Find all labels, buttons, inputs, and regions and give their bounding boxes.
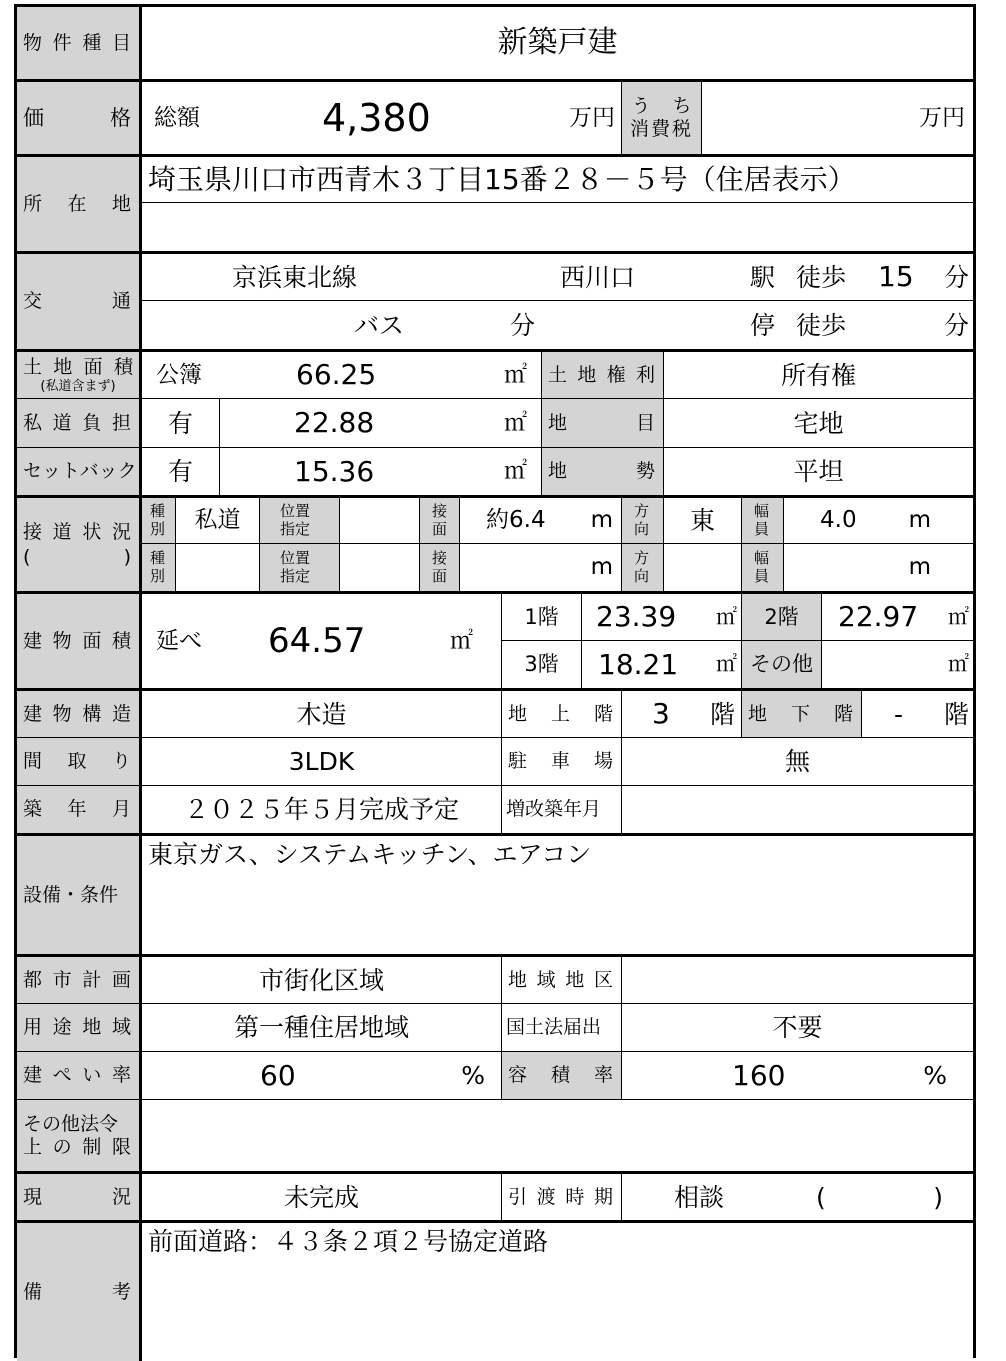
label-char: 状 [82, 520, 102, 543]
label-city-plan [17, 954, 139, 1003]
floor3-label: 3階 [501, 640, 581, 688]
label-above-ground [501, 688, 621, 737]
label-char: 通 [111, 290, 131, 312]
label-char: の [52, 1135, 72, 1158]
label-char: 物 [52, 629, 72, 652]
label-road-contact [419, 495, 459, 543]
floor-area-ratio-unit: % [923, 1061, 947, 1090]
other-law-value [139, 1099, 973, 1171]
label-char: 在 [67, 192, 87, 215]
label-road-width [741, 543, 783, 591]
city-plan-value: 市街化区域 [139, 954, 501, 1003]
floor1-cell [581, 591, 741, 640]
road1-contact: 約6.4 [486, 507, 546, 533]
road1-direction: 東 [663, 495, 741, 543]
label-char: 築 [23, 798, 43, 820]
road1-contact-cell [459, 495, 621, 543]
label-char: 地 [508, 968, 528, 991]
label-char: 物 [52, 702, 72, 725]
private-road-unit: ㎡ [504, 409, 527, 436]
label-land-law-notice: 国土法届出 [501, 1003, 621, 1051]
label-road-position [259, 543, 339, 591]
layout-value: 3LDK [139, 737, 501, 785]
road1-position [339, 495, 419, 543]
transport-row-bus [139, 300, 973, 349]
district-value [621, 954, 973, 1003]
label-char: 地 [53, 355, 73, 378]
land-area-unit: ㎡ [504, 361, 527, 388]
label-char: 別 [150, 519, 166, 538]
label-char: 地 [577, 363, 597, 386]
above-ground-unit: 階 [709, 699, 735, 729]
registry-label: 公簿 [156, 361, 202, 388]
building-total-value: 64.57 [268, 621, 366, 661]
label-private-road [17, 398, 139, 447]
label-char: 件 [52, 31, 72, 54]
station-suffix: 駅 [750, 262, 776, 292]
label-char: 面 [432, 519, 448, 538]
price-total-value: 4,380 [322, 96, 431, 140]
label-tax-text: 消費税 [629, 118, 693, 140]
address-line2 [139, 202, 973, 251]
label-built [17, 785, 139, 833]
zoning-value: 第一種住居地域 [139, 1003, 501, 1051]
label-char: 域 [111, 1016, 131, 1038]
label-char: 造 [111, 702, 131, 725]
price-unit: 万円 [569, 104, 615, 131]
label-land-rights [541, 349, 663, 398]
road2-width-unit: m [908, 554, 931, 580]
label-char: 指定 [280, 519, 311, 538]
private-road-area: 22.88 [294, 406, 375, 439]
land-area-cell [139, 349, 541, 398]
label-char: 下 [790, 702, 810, 725]
label-char: 面 [432, 566, 448, 585]
label-char: 積 [111, 629, 131, 652]
floor1-value: 23.39 [596, 600, 677, 633]
road1-width-unit: m [908, 507, 931, 533]
label-char: 途 [52, 1016, 72, 1038]
label-coverage [17, 1051, 139, 1099]
label-char: 市 [52, 968, 72, 991]
label-road-kind [139, 543, 175, 591]
facilities-value: 東京ガス、システムキッチン、エアコン [139, 833, 973, 954]
label-status [17, 1171, 139, 1220]
label-char: 地 [548, 460, 568, 482]
label-char: 価 [23, 105, 44, 130]
label-renovation: 増改築年月 [501, 785, 621, 833]
floor2-unit: ㎡ [948, 604, 969, 629]
floor3-value: 18.21 [598, 647, 679, 681]
label-char: 権 [606, 363, 626, 386]
private-road-cell [219, 398, 541, 447]
label-char: 方 [634, 549, 650, 568]
label-char: 員 [754, 566, 770, 585]
label-paren: ( [23, 545, 31, 568]
label-transport [17, 251, 139, 349]
label-char: 面 [82, 629, 102, 652]
label-road-position [259, 495, 339, 543]
parking-value: 無 [621, 737, 973, 785]
transport-row-train [139, 251, 973, 300]
label-setback: セットバック [17, 447, 139, 495]
label-char: 限 [111, 1135, 131, 1158]
land-area-note: (私道含まず) [40, 378, 116, 394]
label-road-width [741, 495, 783, 543]
floor3-cell [581, 640, 741, 688]
label-remarks [17, 1220, 139, 1361]
label-char: 私 [23, 411, 43, 434]
floor1-label: 1階 [501, 591, 581, 640]
label-structure [17, 688, 139, 737]
station-name: 西川口 [560, 262, 636, 292]
label-char: 率 [111, 1064, 131, 1086]
label-char: 計 [82, 968, 102, 991]
label-char: 用 [23, 1016, 43, 1038]
above-ground-value: 3 [652, 697, 670, 730]
label-tax [621, 79, 701, 154]
label-char: 指定 [280, 566, 311, 585]
building-total-cell [139, 591, 501, 688]
setback-area: 15.36 [294, 454, 375, 488]
label-char: 建 [23, 1064, 43, 1086]
label-char: 種 [150, 502, 166, 521]
label-char: 取 [67, 750, 87, 772]
label-char: 接 [432, 502, 448, 521]
label-char: 地 [82, 1016, 102, 1038]
label-land-category [541, 398, 663, 447]
label-road-direction [621, 495, 663, 543]
label-char: 向 [634, 566, 650, 585]
label-char: 位置 [280, 502, 311, 521]
building-total-label: 延べ [156, 627, 202, 654]
label-char: 負 [82, 411, 102, 434]
coverage-value: 60 [260, 1058, 296, 1092]
label-char: 地 [508, 702, 528, 725]
label-char: 構 [82, 702, 102, 725]
label-char: 土 [548, 363, 568, 386]
private-road-has: 有 [139, 398, 219, 447]
label-char: 上 [23, 1135, 43, 1158]
status-value: 未完成 [139, 1171, 501, 1220]
floor2-label: 2階 [741, 591, 821, 640]
label-road-contact [419, 543, 459, 591]
label-char: 目 [111, 31, 131, 54]
road2-contact-cell [459, 543, 621, 591]
label-char: 積 [550, 1064, 570, 1086]
label-char: 種 [82, 31, 102, 54]
land-rights-value: 所有権 [663, 349, 973, 398]
label-char: 期 [593, 1185, 613, 1208]
label-char: り [111, 750, 131, 772]
label-char: 勢 [635, 460, 655, 482]
label-char: 現 [23, 1185, 43, 1208]
label-below-ground [741, 688, 861, 737]
road2-direction [663, 543, 741, 591]
label-char: ぺ [52, 1064, 72, 1086]
label-char: 率 [593, 1064, 613, 1086]
label-char: 画 [111, 968, 131, 991]
label-char: 間 [23, 750, 43, 772]
label-zoning [17, 1003, 139, 1051]
road2-width-cell [783, 543, 973, 591]
label-other-law-line1: その他法令 [23, 1112, 119, 1135]
price-total-label: 総額 [154, 104, 200, 131]
below-ground-value: - [894, 699, 904, 729]
road1-width-cell [783, 495, 973, 543]
label-char: 区 [593, 968, 613, 991]
label-char: 別 [150, 566, 166, 585]
label-district [501, 954, 621, 1003]
label-char: 都 [23, 968, 43, 991]
label-parking [501, 737, 621, 785]
road1-contact-unit: m [590, 507, 613, 533]
label-char: 向 [634, 519, 650, 538]
label-char: 制 [82, 1135, 102, 1158]
floor2-value: 22.97 [838, 600, 919, 633]
label-char: 域 [536, 968, 556, 991]
label-other-law [17, 1099, 139, 1171]
label-char: 年 [67, 798, 87, 820]
label-terrain [541, 447, 663, 495]
label-char: 種 [150, 549, 166, 568]
land-law-notice-value: 不要 [621, 1003, 973, 1051]
label-char: 況 [111, 520, 131, 543]
walk-minutes: 15 [878, 260, 914, 293]
coverage-cell [139, 1051, 501, 1099]
label-char: 員 [754, 519, 770, 538]
price-cell [139, 79, 621, 154]
floor-other-label: その他 [741, 640, 821, 688]
label-char: 格 [110, 105, 131, 130]
label-char: 月 [111, 798, 131, 820]
label-char: い [82, 1064, 102, 1086]
building-total-unit: ㎡ [450, 627, 473, 654]
label-location [17, 154, 139, 251]
label-char: 地 [565, 968, 585, 991]
label-char: 接 [23, 520, 43, 543]
label-char: 駐 [508, 750, 528, 772]
floor1-unit: ㎡ [716, 604, 737, 629]
floor2-cell [821, 591, 973, 640]
label-handover [501, 1171, 621, 1220]
label-char: 地 [111, 192, 131, 215]
road1-kind: 私道 [175, 495, 259, 543]
above-ground-cell [621, 688, 741, 737]
setback-cell [219, 447, 541, 495]
property-type-value: 新築戸建 [139, 7, 973, 79]
label-char: 建 [23, 702, 43, 725]
label-char: 引 [508, 1185, 528, 1208]
minutes-unit: 分 [943, 262, 969, 292]
label-char: 階 [833, 702, 853, 725]
label-building-area [17, 591, 139, 688]
road2-position [339, 543, 419, 591]
stop-walk-label: 徒歩 [796, 310, 847, 340]
floor-area-ratio-cell [621, 1051, 973, 1099]
road2-kind [175, 543, 259, 591]
label-char: 上 [550, 702, 570, 725]
stop-label: 停 [750, 310, 776, 340]
land-category-value: 宅地 [663, 398, 973, 447]
tax-unit: 万円 [919, 104, 965, 131]
label-layout [17, 737, 139, 785]
label-char: 土 [23, 355, 43, 378]
property-sheet [14, 4, 976, 1358]
train-line: 京浜東北線 [232, 262, 358, 292]
label-char: 利 [635, 363, 655, 386]
label-char: 考 [111, 1280, 131, 1303]
label-char: 地 [548, 411, 568, 434]
label-char: 渡 [536, 1185, 556, 1208]
label-char: 交 [23, 290, 43, 312]
label-char: 容 [508, 1064, 528, 1086]
label-char: 方 [634, 502, 650, 521]
stop-unit: 分 [943, 310, 969, 340]
label-floor-area-ratio [501, 1051, 621, 1099]
handover-value: 相談 [674, 1182, 725, 1212]
remarks-value: 前面道路：４３条２項２号協定道路 [139, 1220, 973, 1361]
label-char: 面 [83, 355, 103, 378]
structure-value: 木造 [139, 688, 501, 737]
label-char: 時 [565, 1185, 585, 1208]
below-ground-cell [861, 688, 973, 737]
label-char: 幅 [754, 549, 770, 568]
label-char: 物 [23, 31, 43, 54]
label-road-access [17, 495, 139, 591]
label-char: 地 [748, 702, 768, 725]
label-property-type [17, 7, 139, 79]
renovation-value [621, 785, 973, 833]
handover-paren-open: ( [816, 1182, 826, 1212]
label-price [17, 79, 139, 154]
label-char: 場 [593, 750, 613, 772]
below-ground-unit: 階 [943, 699, 969, 729]
land-area-value: 66.25 [296, 358, 377, 391]
label-char: う [631, 95, 651, 117]
tax-cell [701, 79, 973, 154]
label-char: 担 [111, 411, 131, 434]
label-char: ち [672, 95, 692, 117]
label-char: 車 [550, 750, 570, 772]
label-char: 況 [111, 1185, 131, 1208]
road1-width: 4.0 [820, 507, 857, 533]
floor-other-cell [821, 640, 973, 688]
terrain-value: 平坦 [663, 447, 973, 495]
road2-contact-unit: m [590, 554, 613, 580]
bus-label: バス [354, 310, 405, 340]
handover-paren-close: ) [933, 1182, 943, 1212]
label-char: 積 [113, 355, 133, 378]
label-char: 階 [593, 702, 613, 725]
address-value: 埼玉県川口市西青木３丁目15番２８－５号（住居表示） [139, 154, 973, 202]
bus-unit: 分 [510, 310, 536, 340]
label-land-area [17, 349, 139, 398]
setback-unit: ㎡ [504, 458, 527, 484]
label-char: 備 [23, 1280, 43, 1303]
label-char: 所 [23, 192, 43, 215]
label-char: 位置 [280, 549, 311, 568]
label-paren: ) [123, 545, 131, 568]
floor-other-unit: ㎡ [948, 652, 969, 676]
label-char: 建 [23, 629, 43, 652]
label-char: 道 [52, 520, 72, 543]
label-facilities: 設備・条件 [17, 833, 139, 954]
label-char: 接 [432, 549, 448, 568]
label-char: 目 [635, 411, 655, 434]
coverage-unit: % [461, 1061, 485, 1090]
floor-area-ratio-value: 160 [732, 1058, 786, 1092]
label-char: 道 [52, 411, 72, 434]
floor3-unit: ㎡ [716, 652, 737, 676]
label-road-direction [621, 543, 663, 591]
handover-cell [621, 1171, 973, 1220]
built-value: ２０２５年５月完成予定 [139, 785, 501, 833]
label-road-kind [139, 495, 175, 543]
label-char: 幅 [754, 502, 770, 521]
setback-has: 有 [139, 447, 219, 495]
walk-label: 徒歩 [796, 262, 847, 292]
